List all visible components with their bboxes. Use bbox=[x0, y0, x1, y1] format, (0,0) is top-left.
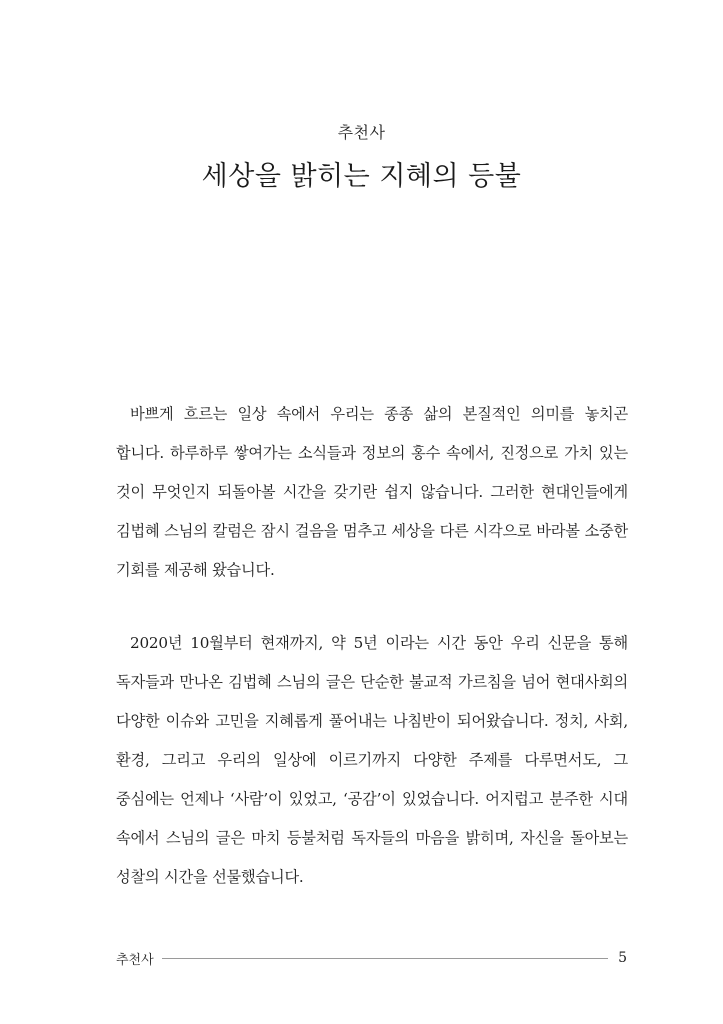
page-number: 5 bbox=[618, 950, 627, 966]
page-title: 세상을 밝히는 지혜의 등불 bbox=[201, 161, 522, 192]
footer-divider bbox=[162, 958, 608, 959]
page-footer bbox=[116, 948, 627, 968]
paragraph-1: 바쁘게 흐르는 일상 속에서 우리는 종종 삶의 본질적인 의미를 놓치곤 합니다. 하루하루 쌓여가는 소식들과 정보의 홍수 속에서, 진정으로 가치 있는 것이 무엇인지 되돌아볼 시간을 갖기란 쉽지 않습니다. 그러한 현대인들에게 김법혜 스님의 칼럼은 잠시 걸음을 멈추고 세상을 다른 시각으로 바라볼 소중한 기회를 제공해 왔습니다. bbox=[116, 405, 628, 579]
section-label: 추천사 bbox=[337, 123, 386, 142]
footer-section-label: 추천사 bbox=[116, 952, 154, 968]
body-text bbox=[116, 395, 628, 897]
paragraph-2: 2020년 10월부터 현재까지, 약 5년 이라는 시간 동안 우리 신문을 통해 독자들과 만나온 김법혜 스님의 글은 단순한 불교적 가르침을 넘어 현대사회의 다양한 이슈와 고민을 지혜롭게 풀어내는 나침반이 되어왔습니다. 정치, 사회, 환경, 그리고 우리의 일상에 이르기까지 다양한 주제를 다루면서도, 그 중심에는 언제나 ‘사람’이 있었고, ‘공감’이 있었습니다. 어지럽고 분주한 시대 속에서 스님의 글은 마치 등불처럼 독자들의 마음을 밝히며, 자신을 돌아보는 성찰의 시간을 선물했습니다. bbox=[116, 634, 628, 886]
